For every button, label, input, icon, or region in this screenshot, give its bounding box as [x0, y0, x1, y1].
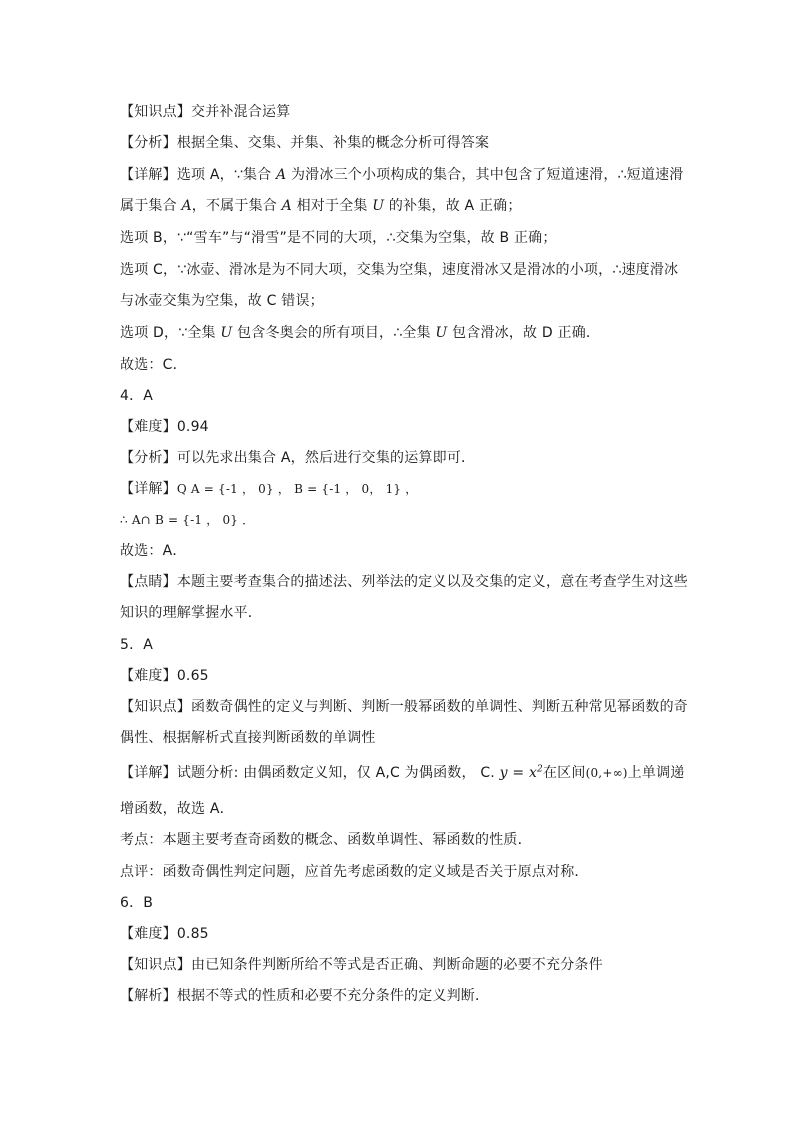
- detail-text: 上单调递: [627, 765, 685, 781]
- detail-text: 选项 C，∵冰壶、滑冰是为不同大项，交集为空集，速度滑冰又是滑冰的小项，∴速度滑冰: [120, 262, 679, 278]
- analysis-text: 根据不等式的性质和必要不充分条件的定义判断．: [176, 988, 490, 1004]
- q3-detail-line-a2: [120, 197, 522, 215]
- comment-tag: 【点睛】: [120, 574, 177, 590]
- analysis-tag: 【分析】: [120, 135, 177, 151]
- difficulty-tag: 【难度】: [120, 926, 177, 942]
- q5-kaodian: [120, 831, 532, 849]
- detail-text: 属于集合: [120, 198, 182, 214]
- q4-detail-line-1: [120, 480, 417, 498]
- q5-knowledge-line-2: [120, 729, 376, 747]
- detail-text: ，不属于集合: [191, 198, 282, 214]
- math-interval: (0,+∞): [585, 766, 628, 780]
- math-expression: ∴ A∩ B = {-1 ， 0} ．: [120, 513, 255, 527]
- detail-text: 选项 B，∵“雪车”与“滑雪”是不同的大项，∴交集为空集，故 B 正确；: [120, 230, 557, 246]
- answer-text: 故选：C．: [120, 357, 187, 373]
- detail-text: 试题分析: 由偶函数定义知，仅 A,C 为偶函数， C.: [176, 765, 500, 781]
- math-variable: A: [281, 198, 292, 214]
- detail-text: 选项 A，∵集合: [176, 167, 276, 183]
- question-number: 5．A: [120, 637, 154, 653]
- q5-detail-line-2: [120, 800, 234, 818]
- detail-text: 相对于全集: [291, 198, 373, 214]
- detail-text: 选项 D，∵全集: [120, 325, 221, 341]
- math-variable: U: [220, 325, 233, 341]
- knowledge-text: 由已知条件判断所给不等式是否正确、判断命题的必要不充分条件: [191, 957, 603, 973]
- q3-knowledge-line: [120, 103, 290, 121]
- q4-number: [120, 387, 153, 405]
- knowledge-tag: 【知识点】: [120, 104, 191, 120]
- kaodian-text: 考点：本题主要考查奇函数的概念、函数单调性、幂函数的性质．: [120, 832, 532, 848]
- q3-answer: [120, 356, 187, 374]
- detail-tag: 【详解】: [120, 765, 177, 781]
- difficulty-value: 0.85: [176, 926, 209, 942]
- analysis-text: 根据全集、交集、并集、补集的概念分析可得答案: [176, 135, 490, 151]
- q6-difficulty-line: [120, 925, 209, 943]
- q6-number: [120, 894, 153, 912]
- knowledge-tag: 【知识点】: [120, 699, 191, 715]
- q3-detail-line-b: [120, 229, 557, 247]
- q6-knowledge-line: [120, 956, 603, 974]
- math-expression: Q A = {-1 ， 0} ， B = {-1 ， 0， 1} ，: [176, 482, 418, 496]
- math-variable: U: [435, 325, 448, 341]
- q4-difficulty-line: [120, 418, 209, 436]
- knowledge-text: 偶性、根据解析式直接判断函数的单调性: [120, 730, 376, 746]
- detail-tag: 【详解】: [120, 481, 177, 497]
- detail-text: 与冰壶交集为空集，故 C 错误；: [120, 293, 324, 309]
- knowledge-tag: 【知识点】: [120, 957, 191, 973]
- q4-answer: [120, 542, 187, 560]
- q5-knowledge-line-1: [120, 698, 688, 716]
- difficulty-value: 0.94: [176, 419, 209, 435]
- detail-text: 为滑冰三个小项构成的集合，其中包含了短道速滑，∴短道速滑: [286, 167, 684, 183]
- analysis-tag: 【解析】: [120, 988, 177, 1004]
- difficulty-tag: 【难度】: [120, 419, 177, 435]
- math-exponent: 2: [537, 764, 543, 775]
- question-number: 6．B: [120, 895, 154, 911]
- comment-text: 知识的理解掌握水平．: [120, 605, 262, 621]
- q3-detail-line-c1: [120, 261, 678, 279]
- detail-text: 在区间: [542, 765, 586, 781]
- answer-text: 故选：A．: [120, 543, 187, 559]
- q4-analysis-line: [120, 449, 475, 467]
- analysis-text: 可以先求出集合 A，然后进行交集的运算即可．: [176, 450, 476, 466]
- q5-difficulty-line: [120, 667, 209, 685]
- detail-text: 的补集，故 A 正确；: [384, 198, 522, 214]
- difficulty-value: 0.65: [176, 668, 209, 684]
- q6-analysis-line: [120, 987, 489, 1005]
- q5-dianping: [120, 863, 589, 881]
- detail-text: 包含冬奥会的所有项目，∴全集: [232, 325, 436, 341]
- knowledge-text: 函数奇偶性的定义与判断、判断一般幂函数的单调性、判断五种常见幂函数的奇: [191, 699, 688, 715]
- detail-tag: 【详解】: [120, 167, 177, 183]
- q4-comment-line-1: [120, 573, 688, 591]
- q5-number: [120, 636, 153, 654]
- dianping-text: 点评：函数奇偶性判定问题，应首先考虑函数的定义域是否关于原点对称．: [120, 864, 589, 880]
- q3-detail-line-d: [120, 324, 600, 342]
- q3-analysis-line: [120, 134, 489, 152]
- detail-text: 增函数，故选 A．: [120, 801, 234, 817]
- q3-detail-line-c2: [120, 292, 324, 310]
- q4-detail-line-2: [120, 511, 254, 529]
- knowledge-text: 交并补混合运算: [191, 104, 291, 120]
- q5-detail-line-1: [120, 764, 684, 782]
- math-variable: U: [372, 198, 385, 214]
- difficulty-tag: 【难度】: [120, 668, 177, 684]
- math-variable: A: [276, 167, 287, 183]
- question-number: 4．A: [120, 388, 154, 404]
- q4-comment-line-2: [120, 604, 262, 622]
- q3-detail-line-a1: [120, 166, 683, 184]
- comment-text: 本题主要考查集合的描述法、列举法的定义以及交集的定义，意在考查学生对这些: [176, 574, 689, 590]
- detail-text: 包含滑冰，故 D 正确．: [447, 325, 601, 341]
- analysis-tag: 【分析】: [120, 450, 177, 466]
- math-variable: A: [181, 198, 192, 214]
- math-expression: y = x: [499, 765, 538, 781]
